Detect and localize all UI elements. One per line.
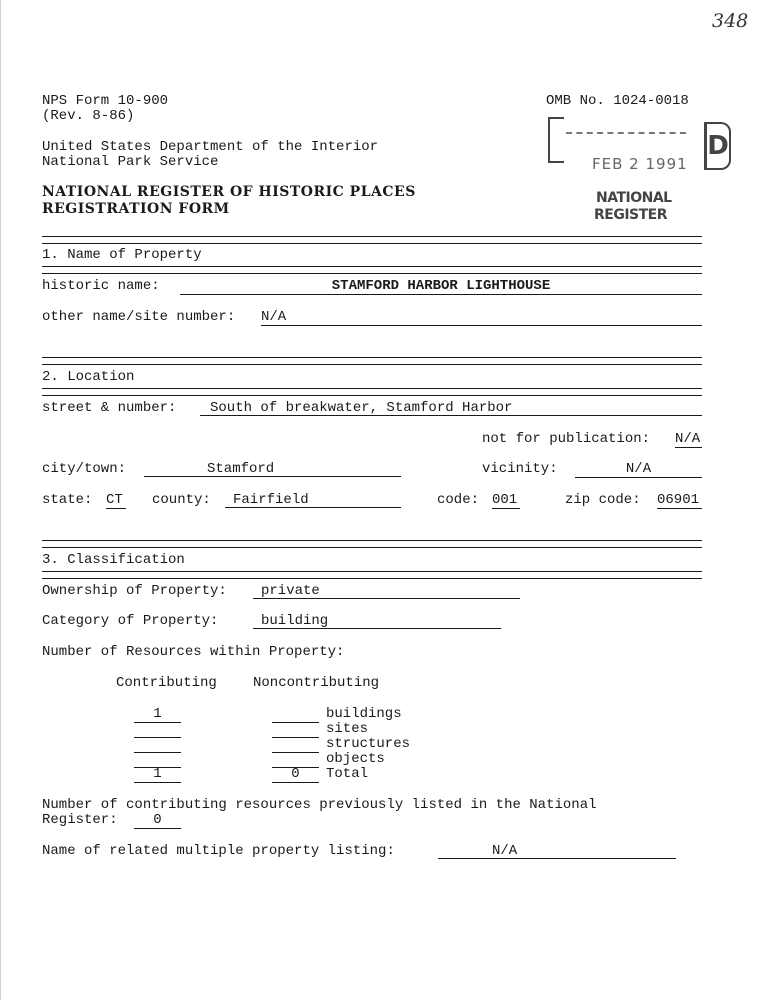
form-revision: (Rev. 8-86) — [42, 108, 135, 124]
section-divider — [42, 571, 702, 579]
street-field[interactable]: South of breakwater, Stamford Harbor — [200, 400, 702, 416]
not-for-publication-label: not for publication: — [482, 431, 651, 447]
section-divider — [42, 236, 702, 244]
previously-listed-label: Number of contributing resources previously listed in the National — [42, 797, 597, 813]
section-divider — [42, 540, 702, 548]
city-label: city/town: — [42, 461, 127, 477]
street-label: street & number: — [42, 400, 177, 416]
previously-listed-field[interactable]: 0 — [134, 812, 181, 829]
other-name-label: other name/site number: — [42, 309, 236, 325]
resource-total-noncontributing-field[interactable]: 0 — [272, 766, 319, 783]
ownership-label: Ownership of Property: — [42, 583, 227, 599]
stamp-faded-text — [566, 132, 686, 134]
service: National Park Service — [42, 154, 219, 170]
page-edge — [0, 0, 1, 1000]
historic-name-field[interactable]: STAMFORD HARBOR LIGHTHOUSE — [180, 278, 702, 295]
county-label: county: — [152, 492, 211, 508]
stamp-national: NATIONAL — [596, 190, 672, 206]
stamp-register: REGISTER — [594, 207, 668, 223]
resource-total-contributing-field[interactable]: 1 — [134, 766, 181, 783]
form-subtitle: REGISTRATION FORM — [42, 201, 230, 217]
city-field[interactable]: Stamford — [144, 461, 401, 477]
resource-row-label: buildings — [326, 706, 402, 722]
section-1-heading: 1. Name of Property — [42, 247, 202, 263]
code-label: code: — [437, 492, 480, 508]
resources-label: Number of Resources within Property: — [42, 644, 345, 660]
department: United States Department of the Interior — [42, 139, 379, 155]
resource-row-label: objects — [326, 751, 385, 767]
stamp-date: FEB 2 1991 — [592, 155, 688, 173]
section-divider — [42, 266, 702, 274]
not-for-publication-field[interactable]: N/A — [675, 431, 701, 447]
state-field[interactable]: CT — [106, 492, 126, 509]
contributing-column-header: Contributing — [116, 675, 217, 691]
resource-row-label: structures — [326, 736, 411, 752]
section-divider — [42, 388, 702, 396]
multiple-listing-label: Name of related multiple property listing: — [42, 843, 395, 859]
vicinity-field[interactable]: N/A — [575, 461, 702, 478]
code-field[interactable]: 001 — [492, 492, 520, 509]
omb-number: OMB No. 1024-0018 — [546, 93, 689, 109]
stamp-bracket — [548, 117, 564, 163]
noncontributing-column-header: Noncontributing — [253, 675, 380, 691]
state-label: state: — [42, 492, 93, 508]
page-number-handwritten: 348 — [712, 10, 749, 32]
section-2-heading: 2. Location — [42, 369, 135, 385]
ownership-field[interactable]: private — [253, 583, 520, 599]
section-3-heading: 3. Classification — [42, 552, 185, 568]
resource-contributing-field[interactable]: 1 — [134, 706, 181, 723]
other-name-field[interactable]: N/A — [261, 309, 702, 326]
resource-row-label: sites — [326, 721, 369, 737]
zip-label: zip code: — [565, 492, 641, 508]
resource-row-label: Total — [326, 766, 369, 782]
multiple-listing-field[interactable]: N/A — [438, 843, 676, 859]
form-id: NPS Form 10-900 — [42, 93, 169, 109]
stamp-letter: D — [704, 122, 731, 170]
previously-listed-label-cont: Register: — [42, 812, 118, 828]
category-field[interactable]: building — [253, 613, 501, 629]
section-divider — [42, 357, 702, 365]
form-title: NATIONAL REGISTER OF HISTORIC PLACES — [42, 184, 416, 200]
vicinity-label: vicinity: — [482, 461, 558, 477]
category-label: Category of Property: — [42, 613, 219, 629]
historic-name-label: historic name: — [42, 278, 160, 294]
zip-field[interactable]: 06901 — [657, 492, 702, 509]
county-field[interactable]: Fairfield — [225, 492, 401, 508]
